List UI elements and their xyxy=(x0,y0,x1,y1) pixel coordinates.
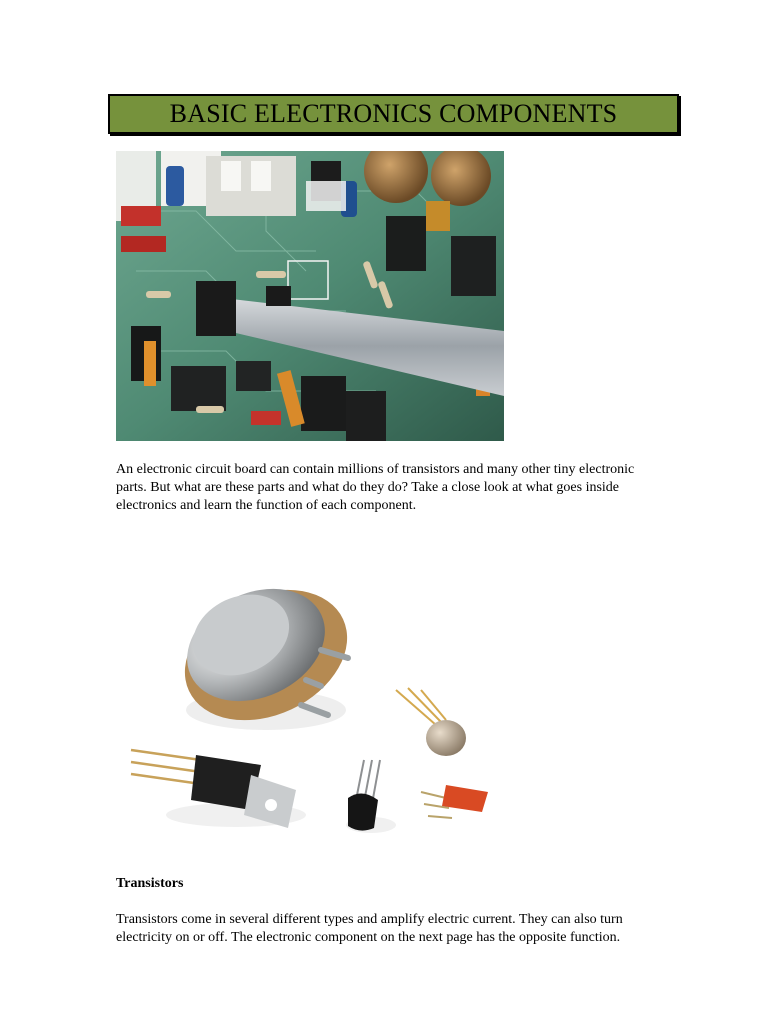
circuit-board-photo xyxy=(116,151,504,441)
section-heading: Transistors xyxy=(116,876,184,891)
page-title: BASIC ELECTRONICS COMPONENTS xyxy=(169,99,618,128)
title-box xyxy=(108,94,679,134)
transistors-photo xyxy=(116,560,516,845)
section-paragraph: Transistors come in several different types and amplify electric current. They can also turn electricity on or off. The electronic component on the next page has the opposite function. xyxy=(116,912,623,945)
intro-paragraph: An electronic circuit board can contain millions of transistors and many other tiny electronic parts. But what are these parts and what do they do? Take a close look at what goes inside electronics and learn the function of each component. xyxy=(116,462,635,513)
